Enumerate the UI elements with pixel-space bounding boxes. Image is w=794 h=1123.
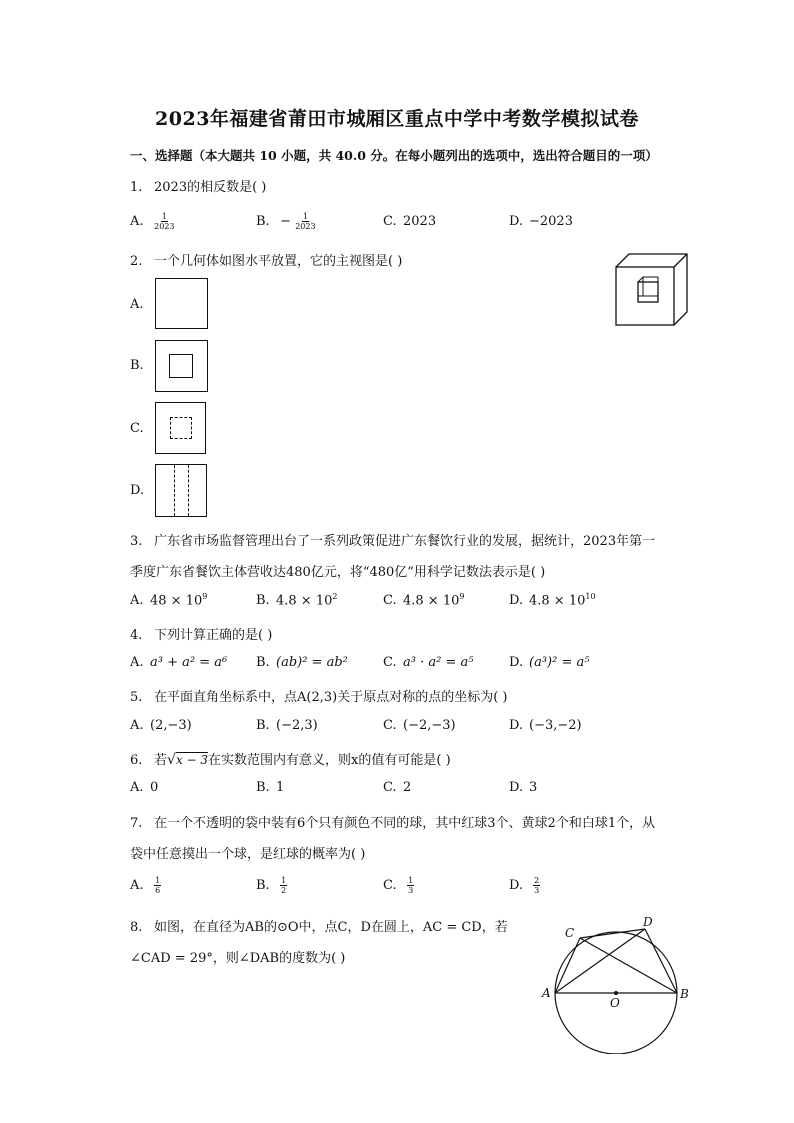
- question-text: 下列计算正确的是( ): [154, 628, 273, 643]
- question-text-line1: 广东省市场监督管理出台了一系列政策促进广东餐饮行业的发展，据统计，2023年第一: [154, 534, 656, 549]
- fraction: [407, 876, 414, 895]
- q5-option-b[interactable]: [256, 718, 318, 733]
- q6-option-d[interactable]: [509, 780, 537, 795]
- q2-option-a-label[interactable]: A.: [130, 297, 144, 312]
- circle-figure: [540, 914, 700, 1054]
- q4-option-c[interactable]: [383, 655, 473, 670]
- option-label: C.: [383, 593, 397, 609]
- denominator: 3: [408, 886, 414, 895]
- q6-option-a[interactable]: [130, 780, 158, 795]
- question-2: [130, 250, 402, 269]
- question-number: 3.: [130, 534, 143, 549]
- q3-option-a[interactable]: [130, 592, 207, 608]
- option-value: 4.8 × 10: [529, 593, 586, 609]
- numerator: 2: [534, 876, 540, 885]
- label-o: O: [610, 996, 620, 1010]
- question-7: [130, 812, 655, 831]
- question-7-line2: 袋中任意摸出一个球，是红球的概率为( ): [130, 847, 366, 862]
- q1-option-b[interactable]: [256, 212, 316, 231]
- option-value: −2023: [529, 214, 573, 229]
- numerator: 1: [281, 876, 287, 885]
- option-label: B.: [256, 655, 270, 670]
- option-label: D.: [509, 780, 524, 795]
- question-number: 1.: [130, 180, 143, 195]
- label-c: C: [565, 926, 575, 940]
- question-text: 2023的相反数是( ): [154, 180, 267, 195]
- q3-option-b[interactable]: [256, 592, 337, 608]
- question-text-line1: 如图，在直径为AB的⊙O中，点C，D在圆上，AC = CD，若: [154, 920, 508, 935]
- q7-option-c[interactable]: [383, 876, 414, 895]
- fraction: [280, 876, 287, 895]
- q1-option-a[interactable]: [130, 212, 175, 231]
- option-value: (−2,−3): [403, 718, 456, 733]
- option-label: A.: [130, 655, 144, 670]
- question-number: 6.: [130, 753, 143, 768]
- numerator: 1: [161, 212, 167, 221]
- option-value: (a³)² = a⁵: [529, 655, 590, 670]
- q7-option-b[interactable]: [256, 876, 287, 895]
- option-label: B.: [256, 780, 270, 795]
- option-value: a³ · a² = a⁵: [403, 655, 474, 670]
- fraction: [154, 212, 174, 231]
- q2-option-a-figure[interactable]: [155, 278, 208, 329]
- q7-option-d[interactable]: [509, 876, 540, 895]
- denominator: 2023: [295, 222, 316, 231]
- cube-hole-depth: [638, 277, 658, 292]
- question-4: [130, 624, 272, 643]
- label-d: D: [643, 915, 653, 929]
- option-label: A.: [130, 718, 144, 733]
- q3-option-c[interactable]: [383, 592, 464, 608]
- q2-option-b-label[interactable]: B.: [130, 358, 144, 373]
- option-label: D.: [509, 593, 524, 609]
- question-3-line2: 季度广东省餐饮主体营收达480亿元，将“480亿”用科学记数法表示是( ): [130, 565, 546, 580]
- denominator: 3: [534, 886, 540, 895]
- q2-option-d-figure[interactable]: [155, 464, 207, 517]
- option-label: B.: [256, 878, 270, 893]
- option-label: A.: [130, 878, 144, 893]
- option-label: D.: [509, 655, 524, 670]
- option-value: 2: [403, 780, 412, 795]
- dashed-line: [188, 465, 189, 516]
- option-label: D.: [509, 214, 524, 229]
- q2-option-d-label[interactable]: D.: [130, 483, 145, 498]
- question-text: 在平面直角坐标系中，点A(2,3)关于原点对称的点的坐标为( ): [154, 690, 508, 705]
- q5-option-a[interactable]: [130, 718, 192, 733]
- dashed-square: [170, 417, 192, 439]
- inner-square: [169, 354, 193, 378]
- numerator: 1: [155, 876, 161, 885]
- option-label: C.: [383, 214, 397, 229]
- question-number: 5.: [130, 690, 143, 705]
- option-label: B.: [256, 214, 270, 229]
- radicand: x − 3: [175, 753, 209, 767]
- option-label: A.: [130, 214, 144, 229]
- fraction: [295, 212, 315, 231]
- option-value: (−3,−2): [529, 718, 582, 733]
- option-label: C.: [383, 718, 397, 733]
- minus-sign: −: [280, 214, 292, 229]
- numerator: 1: [408, 876, 414, 885]
- label-a: A: [542, 986, 551, 1000]
- cube-figure: [612, 250, 692, 330]
- question-1: [130, 176, 266, 195]
- question-8: [130, 916, 508, 935]
- page-title: 2023年福建省莆田市城厢区重点中学中考数学模拟试卷: [155, 108, 639, 130]
- option-value: 3: [529, 780, 538, 795]
- sqrt-sign: √: [167, 752, 176, 768]
- exponent: 2: [332, 592, 338, 601]
- q1-option-d[interactable]: [509, 214, 573, 229]
- question-3: [130, 530, 655, 549]
- denominator: 6: [155, 886, 161, 895]
- numerator: 1: [302, 212, 308, 221]
- option-value: (ab)² = ab²: [276, 655, 348, 670]
- dashed-line: [174, 465, 175, 516]
- question-text-post: 在实数范围内有意义，则x的值有可能是( ): [208, 753, 451, 768]
- question-text-line1: 在一个不透明的袋中装有6个只有颜色不同的球，其中红球3个、黄球2个和白球1个，从: [154, 816, 656, 831]
- denominator: 2023: [154, 222, 175, 231]
- option-label: C.: [383, 655, 397, 670]
- q4-option-d[interactable]: [509, 655, 589, 670]
- q3-option-d[interactable]: [509, 592, 596, 608]
- q5-option-c[interactable]: [383, 718, 456, 733]
- option-value: 0: [150, 780, 159, 795]
- center-point: [614, 991, 618, 995]
- q2-option-b-figure[interactable]: [155, 340, 208, 392]
- exponent: 10: [585, 592, 596, 601]
- option-label: A.: [130, 780, 144, 795]
- q6-option-c[interactable]: [383, 780, 411, 795]
- q5-option-d[interactable]: [509, 718, 582, 733]
- fraction: [533, 876, 540, 895]
- question-6: [130, 749, 451, 768]
- question-5: [130, 686, 507, 705]
- exponent: 9: [202, 592, 208, 601]
- question-number: 7.: [130, 816, 143, 831]
- option-value: a³ + a² = a⁶: [150, 655, 228, 670]
- option-label: A.: [130, 593, 144, 609]
- question-text: 一个几何体如图水平放置，它的主视图是( ): [154, 254, 403, 269]
- cube-edge: [674, 254, 687, 267]
- exponent: 9: [459, 592, 465, 601]
- label-b: B: [680, 987, 689, 1001]
- question-text-pre: 若: [154, 753, 168, 768]
- q1-option-c[interactable]: [383, 214, 436, 229]
- option-label: B.: [256, 718, 270, 733]
- option-label: C.: [383, 878, 397, 893]
- cube-hole: [638, 282, 658, 302]
- option-label: C.: [383, 780, 397, 795]
- option-value: (−2,3): [276, 718, 318, 733]
- denominator: 2: [281, 886, 287, 895]
- q2-option-c-label[interactable]: C.: [130, 421, 144, 436]
- section-heading: 一、选择题（本大题共 10 小题，共 40.0 分。在每小题列出的选项中，选出符合题目的一项）: [130, 148, 658, 163]
- q7-option-a[interactable]: [130, 876, 161, 895]
- q4-option-b[interactable]: [256, 655, 348, 670]
- question-number: 4.: [130, 628, 143, 643]
- option-value: 1: [276, 780, 285, 795]
- option-label: D.: [509, 878, 524, 893]
- option-label: D.: [509, 718, 524, 733]
- question-8-line2: ∠CAD = 29°，则∠DAB的度数为( ): [130, 951, 346, 966]
- option-value: 4.8 × 10: [276, 593, 333, 609]
- fraction: [154, 876, 161, 895]
- option-value: 2023: [403, 214, 437, 229]
- q2-option-c-figure[interactable]: [155, 402, 206, 454]
- q6-option-b[interactable]: [256, 780, 284, 795]
- question-number: 2.: [130, 254, 143, 269]
- option-value: (2,−3): [150, 718, 192, 733]
- q4-option-a[interactable]: [130, 655, 227, 670]
- question-number: 8.: [130, 920, 143, 935]
- option-value: 4.8 × 10: [403, 593, 460, 609]
- option-label: B.: [256, 593, 270, 609]
- option-value: 48 × 10: [150, 593, 203, 609]
